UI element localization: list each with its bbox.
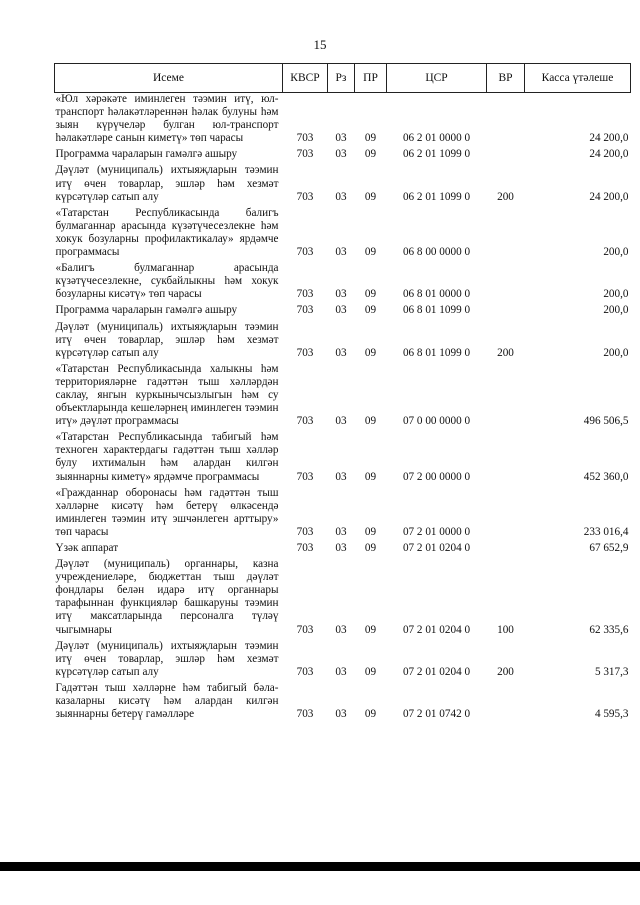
row-vr: 100: [497, 623, 514, 636]
row-pr: 09: [364, 665, 377, 678]
row-csr: 06 8 01 1099 0: [402, 304, 471, 317]
row-csr: 06 8 00 0000 0: [402, 246, 471, 259]
header-kassa: Касса үтәлеше: [525, 64, 631, 93]
budget-table: [54, 63, 631, 724]
row-name: Дәүләт (муниципаль) ихтыяҗларын тәэмин итү өчен товарлар, эшләр һәм хезмәт күрсәтүләр сатып алу: [55, 164, 279, 203]
row-vr: [487, 207, 525, 262]
row-pr: 09: [364, 708, 377, 721]
row-name: Дәүләт (муниципаль) ихтыяҗларын тәэмин итү өчен товарлар, эшләр һәм хезмәт күрсәтүләр сатып алу: [55, 639, 279, 678]
row-kvsr: 703: [296, 148, 314, 161]
row-kvsr: 703: [296, 246, 314, 259]
row-pr: 09: [364, 148, 377, 161]
row-pr: 09: [364, 132, 377, 145]
row-rz: 03: [335, 470, 347, 483]
row-name: «Балигъ булмаганнар арасында күзәтүчесезлекне, сукбайлыкны һәм хокук бозуларны кисәтү» төп чарасы: [55, 262, 279, 301]
row-pr: 09: [364, 623, 377, 636]
row-name: Үзәк аппарат: [55, 542, 119, 554]
row-csr: 07 2 01 0742 0: [402, 708, 471, 721]
row-rz: 03: [335, 542, 347, 554]
row-rz: 03: [335, 304, 347, 317]
table-row: [55, 207, 631, 262]
row-kassa: 67 652,9: [589, 542, 629, 554]
table-row: [55, 431, 631, 486]
row-kvsr: 703: [296, 542, 314, 554]
header-pr: ПР: [355, 64, 387, 93]
row-rz: 03: [335, 346, 347, 359]
row-kassa: 4 595,3: [594, 708, 629, 721]
row-csr: 07 0 00 0000 0: [402, 415, 471, 428]
table-row: [55, 558, 631, 640]
row-kassa: 5 317,3: [594, 665, 629, 678]
row-pr: 09: [364, 346, 377, 359]
table-row: [55, 262, 631, 304]
row-vr: 200: [497, 346, 514, 359]
row-name: «Татарстан Республикасында халыкны һәм территорияләрне гадәттән тыш хәлләрдән саклау, янгын куркынычсызлыгын һәм су объектларында кешеләрнең иминлеген тәэмин итү» дәүләт программасы: [55, 362, 279, 428]
page-number: 15: [313, 37, 327, 52]
row-csr: 07 2 01 0204 0: [402, 542, 471, 554]
table-body: [55, 93, 631, 725]
row-rz: 03: [335, 525, 347, 538]
row-kvsr: 703: [296, 415, 314, 428]
row-rz: 03: [335, 665, 347, 678]
row-vr: 200: [497, 665, 514, 678]
row-csr: 06 8 01 1099 0: [402, 346, 471, 359]
table-row: [55, 640, 631, 682]
row-rz: 03: [335, 708, 347, 721]
row-pr: 09: [364, 542, 377, 554]
row-name: «Юл хәрәкәте иминлеген тәэмин итү, юл-транспорт һәлакәтләреннән һәлак булуны һәм зыян күрүчеләр булган юл-транспорт һәлакәтләре санын киметү» төп чарасы: [55, 93, 279, 145]
row-pr: 09: [364, 288, 377, 301]
row-csr: 07 2 01 0204 0: [402, 623, 471, 636]
row-name: «Татарстан Республикасында балигъ булмаганнар арасында күзәтүчесезлекне һәм хокук бозуларны профилактикалау» ярдәмче программасы: [55, 206, 279, 259]
row-kassa: 200,0: [603, 288, 629, 301]
row-kassa: 62 335,6: [589, 623, 629, 636]
row-kassa: 496 506,5: [583, 415, 629, 428]
row-kassa: 452 360,0: [583, 470, 629, 483]
row-pr: 09: [364, 246, 377, 259]
header-rz: Рз: [328, 64, 355, 93]
row-csr: 06 2 01 1099 0: [402, 190, 471, 203]
table-header: [55, 64, 631, 93]
row-csr: 07 2 01 0204 0: [402, 665, 471, 678]
table-row: [55, 93, 631, 149]
header-kvsr: КВСР: [283, 64, 328, 93]
row-vr: [487, 363, 525, 431]
row-kassa: 200,0: [603, 346, 629, 359]
row-rz: 03: [335, 415, 347, 428]
row-csr: 07 2 01 0000 0: [402, 525, 471, 538]
row-rz: 03: [335, 288, 347, 301]
row-kassa: 24 200,0: [589, 132, 629, 145]
row-pr: 09: [364, 415, 377, 428]
row-kassa: 200,0: [603, 304, 629, 317]
row-csr: 06 8 01 0000 0: [402, 288, 471, 301]
header-name: Исеме: [55, 64, 283, 93]
row-kassa: 200,0: [603, 246, 629, 259]
row-vr: [487, 431, 525, 486]
row-name: «Татарстан Республикасында табигый һәм техноген характердагы гадәттән тыш хәлләр булу ихтималын һәм алардан килгән зыяннарны киметү» ярдәмче программасы: [55, 431, 279, 483]
row-kvsr: 703: [296, 346, 314, 359]
row-pr: 09: [364, 304, 377, 317]
row-name: Дәүләт (муниципаль) органнары, казна учреждениеләре, бюджеттан тыш дәүләт фондлары белән идарә итү органнары тарафыннан функцияләр башкаруны тәэмин итү максатларында персоналга түләү чыгымнары: [55, 558, 279, 636]
row-rz: 03: [335, 246, 347, 259]
row-csr: 06 2 01 0000 0: [402, 132, 471, 145]
row-vr: [487, 682, 525, 724]
row-kvsr: 703: [296, 525, 314, 538]
row-vr: [487, 304, 525, 320]
row-name: Программа чараларын гамәлгә ашыру: [55, 148, 238, 161]
row-pr: 09: [364, 525, 377, 538]
row-kassa: 24 200,0: [589, 148, 629, 161]
row-name: «Гражданнар оборонасы һәм гадәттән тыш хәлләрне кисәтү һәм бетерү өлкәсендә иминлеген тәэмин итү эшчәнлеген арттыру» төп чарасы: [55, 486, 279, 538]
row-vr: [487, 93, 525, 149]
row-name: Программа чараларын гамәлгә ашыру: [55, 304, 238, 317]
row-rz: 03: [335, 148, 347, 161]
row-rz: 03: [335, 132, 347, 145]
table-row: [55, 148, 631, 164]
row-vr: [487, 542, 525, 558]
row-pr: 09: [364, 190, 377, 203]
row-vr: [487, 487, 525, 542]
row-csr: 06 2 01 1099 0: [402, 148, 471, 161]
table-row: [55, 164, 631, 206]
row-kvsr: 703: [296, 132, 314, 145]
row-name: Дәүләт (муниципаль) ихтыяҗларын тәэмин итү өчен товарлар, эшләр һәм хезмәт күрсәтүләр сатып алу: [55, 320, 279, 359]
row-vr: [487, 262, 525, 304]
row-kassa: 233 016,4: [583, 525, 629, 538]
row-kvsr: 703: [296, 470, 314, 483]
row-rz: 03: [335, 190, 347, 203]
row-csr: 07 2 00 0000 0: [402, 470, 471, 483]
row-pr: 09: [364, 470, 377, 483]
row-kvsr: 703: [296, 665, 314, 678]
row-kvsr: 703: [296, 304, 314, 317]
row-kvsr: 703: [296, 190, 314, 203]
table-row: [55, 682, 631, 724]
table-row: [55, 304, 631, 320]
header-vr: ВР: [487, 64, 525, 93]
row-kvsr: 703: [296, 288, 314, 301]
table-row: [55, 363, 631, 431]
row-rz: 03: [335, 623, 347, 636]
bottom-scan-bar: [0, 862, 640, 871]
header-csr: ЦСР: [387, 64, 487, 93]
row-name: Гадәттән тыш хәлләрне һәм табигый бәла-казаларны кисәтү һәм алардан килгән зыяннарны бетерү гамәлләре: [55, 681, 279, 721]
row-kassa: 24 200,0: [589, 190, 629, 203]
table-row: [55, 542, 631, 558]
row-vr: [487, 148, 525, 164]
table-row: [55, 487, 631, 542]
table-row: [55, 321, 631, 363]
row-kvsr: 703: [296, 623, 314, 636]
row-vr: 200: [497, 190, 514, 203]
row-kvsr: 703: [296, 708, 314, 721]
